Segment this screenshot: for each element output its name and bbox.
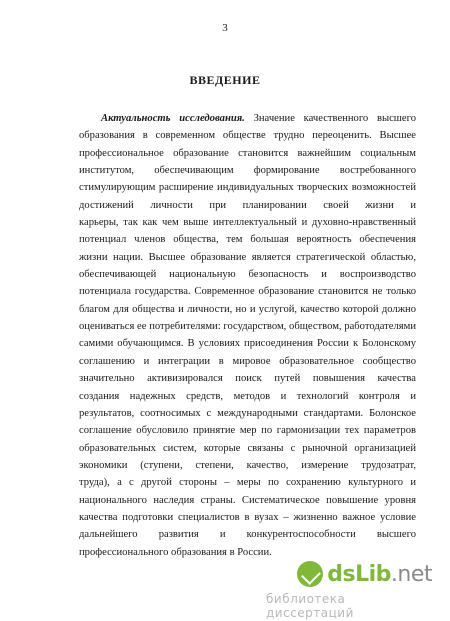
text-line: экономики (ступени, степени, качество, измерение трудозатрат, <box>79 459 416 471</box>
text-line: достижений личности при планировании своей жизни и <box>79 199 416 211</box>
text-line: стимулирующим расширение индивидуальных творческих возможностей <box>79 182 416 194</box>
text-line: качества подготовки специалистов в вузах – жизненно важное условие <box>79 511 416 523</box>
body-text <box>79 110 416 561</box>
watermark-caption: библиотека диссертаций <box>266 592 354 620</box>
text-line: обеспечивающей национальную безопасность и воспроизводство <box>79 269 416 281</box>
text-line: оцениваться ее потребителями: государством, обществом, работодателями <box>79 321 416 333</box>
text-line: профессионального образования в России. <box>79 546 272 558</box>
text-line: результатов, соотносимых с международными стандартами. Болонское <box>79 407 416 419</box>
text-line: национального наследия страны. Систематическое повышение уровня <box>79 494 416 506</box>
text-line: институтом, обеспечивающим формирование востребованного <box>79 165 416 177</box>
text-line: потенциал членов общества, тем большая вероятность обеспечения <box>79 234 416 246</box>
text-line: Актуальность исследования. Значение качественного высшего <box>101 113 416 124</box>
text-line: благом для общества и личности, но и услугой, качество которой должно <box>79 303 416 315</box>
text-line: значительно активизировался поиск путей повышения качества <box>79 373 416 385</box>
text-line: самими обучающимся. В условиях присоединения России к Болонскому <box>79 338 416 350</box>
text-line: жизни нации. Высшее образование является стратегической областью, <box>79 251 416 263</box>
text-line: труда), а с другой стороны – меры по сохранению культурного и <box>79 477 416 489</box>
watermark-logo <box>297 559 432 589</box>
watermark <box>266 559 436 620</box>
text-line: профессиональное образование становится важнейшим социальным <box>79 147 416 159</box>
checkmark-icon <box>297 561 323 587</box>
page-number: 3 <box>222 22 228 34</box>
text-line: соглашение обусловило принятие мер по гармонизации тех параметров <box>79 425 416 437</box>
watermark-brand: dsLib.net <box>327 561 432 587</box>
lead-phrase: Актуальность исследования. <box>101 113 245 124</box>
text-line: соглашению и интеграции в мировое образовательное сообщество <box>79 355 416 367</box>
text-line: карьеры, так как чем выше интеллектуальный и духовно-нравственный <box>79 217 416 229</box>
text-line: дальнейшего развития и конкурентоспособности высшего <box>79 529 416 541</box>
text-line: потенциала государства. Современное образование становится не только <box>79 286 416 298</box>
text-line: образования в современном обществе трудно переоценить. Высшее <box>79 130 416 142</box>
text-line: образовательных систем, которые связаны с рыночной организацией <box>79 442 416 454</box>
text-line: создания надежных средств, методов и технологий контроля и <box>79 390 416 402</box>
section-heading: ВВЕДЕНИЕ <box>189 73 261 87</box>
